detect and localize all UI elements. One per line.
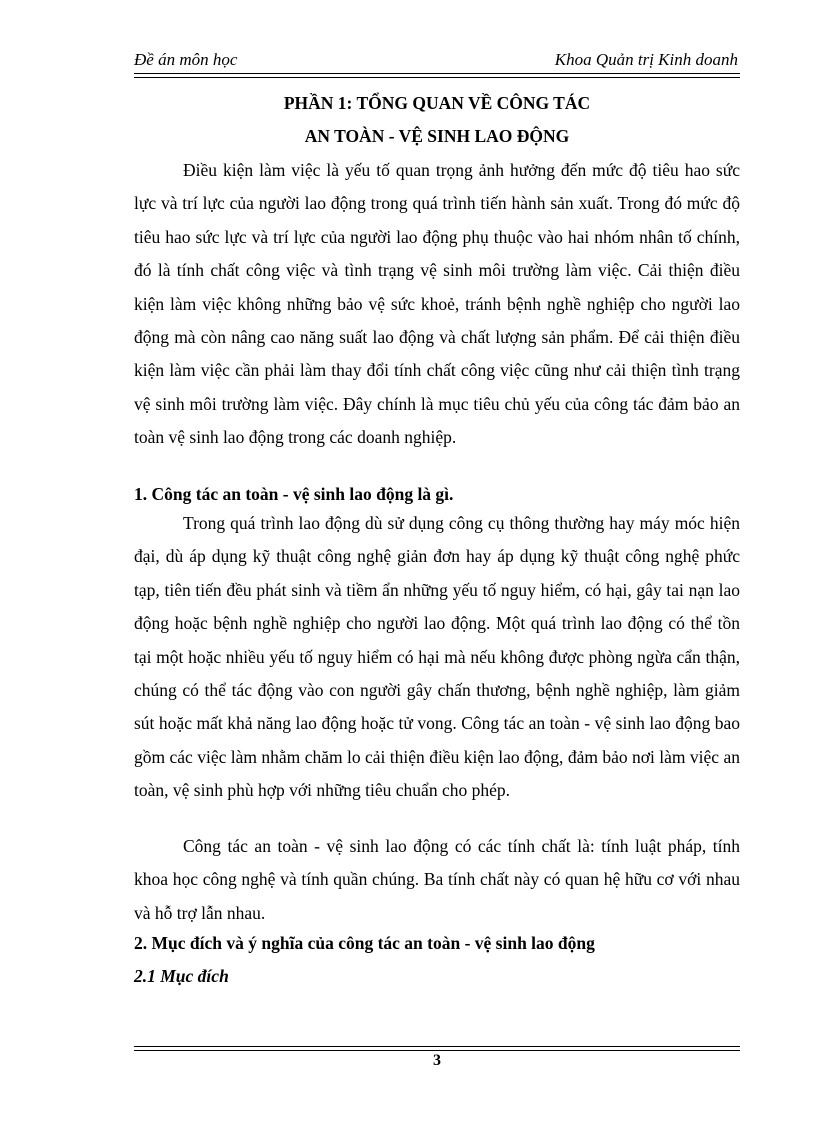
chapter-title-line-1: PHẦN 1: TỔNG QUAN VỀ CÔNG TÁC [283,93,591,113]
intro-paragraph-block [134,154,740,455]
intro-paragraph: Điều kiện làm việc là yếu tố quan trọng ảnh hưởng đến mức độ tiêu hao sức lực và trí lực của người lao động trong quá trình tiến hành sản xuất. Trong đó mức độ tiêu hao sức lực và trí lực của người lao động phụ thuộc vào hai nhóm nhân tố chính, đó là tính chất công việc và tình trạng vệ sinh môi trường làm việc. Cải thiện điều kiện làm việc không những bảo vệ sức khoẻ, tránh bệnh nghề nghiệp cho người lao động mà còn nâng cao năng suất lao động và chất lượng sản phẩm. Để cải thiện điều kiện làm việc cần phải làm thay đổi tính chất công việc cũng như cải thiện tình trạng vệ sinh môi trường làm việc. Đây chính là mục tiêu chủ yếu của công tác đảm bảo an toàn vệ sinh lao động trong các doanh nghiệp. [134,160,740,448]
section-1-paragraph-1: Trong quá trình lao động dù sử dụng công cụ thông thường hay máy móc hiện đại, dù áp dụng kỹ thuật công nghệ giản đơn hay áp dụng kỹ thuật công nghệ phức tạp, tiên tiến đều phát sinh và tiềm ẩn những yếu tố nguy hiểm, có hại, gây tai nạn lao động hoặc bệnh nghề nghiệp cho người lao động. Một quá trình lao động có thể tồn tại một hoặc nhiều yếu tố nguy hiểm có hại mà nếu không được phòng ngừa cẩn thận, chúng có thể tác động vào con người gây chấn thương, bệnh nghề nghiệp, làm giảm sút hoặc mất khả năng lao động hoặc tử vong. Công tác an toàn - vệ sinh lao động bao gồm các việc làm nhằm chăm lo cải thiện điều kiện lao động, đảm bảo nơi làm việc an toàn, vệ sinh phù hợp với những tiêu chuẩn cho phép. [134,513,740,801]
section-1-paragraph-1-block [134,507,740,808]
section-1-paragraph-2-block [134,830,740,930]
header-course-label: Đề án môn học [134,50,238,69]
page-number: 3 [433,1052,441,1069]
section-2-heading: 2. Mục đích và ý nghĩa của công tác an toàn - vệ sinh lao động [134,933,595,953]
footer-divider [134,1046,740,1051]
chapter-title-line-2: AN TOÀN - VỆ SINH LAO ĐỘNG [304,126,570,146]
section-1-paragraph-2: Công tác an toàn - vệ sinh lao động có các tính chất là: tính luật pháp, tính khoa học công nghệ và tính quần chúng. Ba tính chất này có quan hệ hữu cơ với nhau và hỗ trợ lẫn nhau. [134,836,740,923]
header-faculty-label: Khoa Quản trị Kinh doanh [554,50,738,69]
page-header [134,48,740,74]
section-2-1-subheading: 2.1 Mục đích [134,966,229,986]
section-1-heading: 1. Công tác an toàn - vệ sinh lao động là gì. [134,484,454,504]
header-divider [134,73,740,78]
